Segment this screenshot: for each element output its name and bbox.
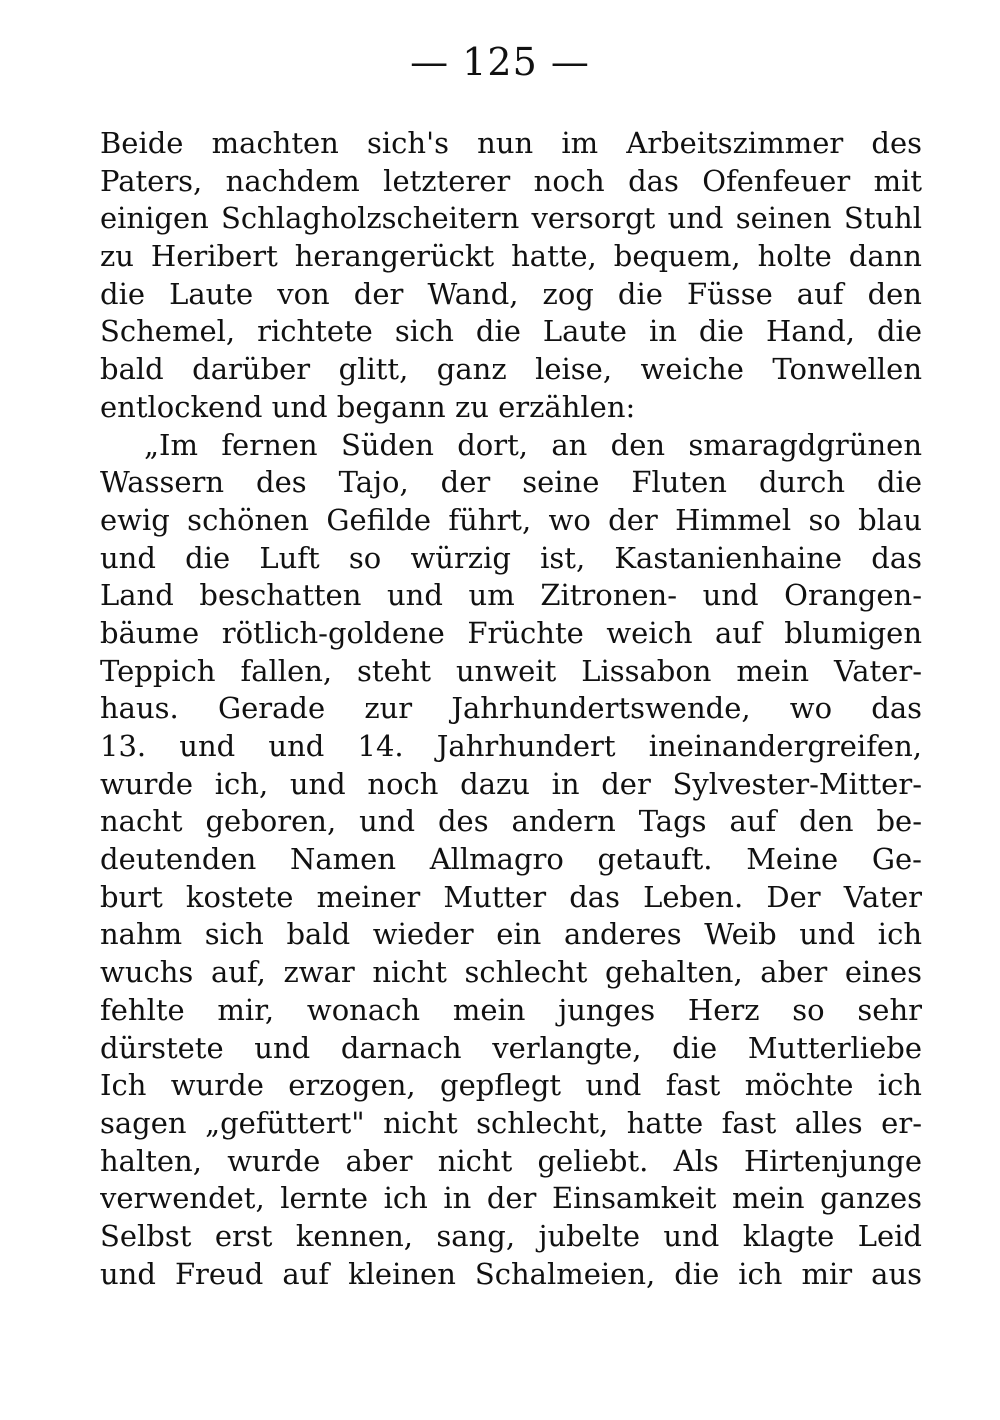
text-line: einigen Schlagholzscheitern versorgt und seinen Stuhl xyxy=(100,201,922,236)
text-line: und die Luft so würzig ist, Kastanienhaine das xyxy=(100,540,922,575)
text-line: Land beschatten und um Zitronen- und Orangen- xyxy=(100,578,922,613)
text-line: Teppich fallen, steht unweit Lissabon mein Vater- xyxy=(100,653,922,688)
text-line: bäume rötlich-goldene Früchte weich auf blumigen xyxy=(100,615,922,650)
text-line: Ich wurde erzogen, gepflegt und fast möchte ich xyxy=(100,1068,922,1103)
text-line: halten, wurde aber nicht geliebt. Als Hirtenjunge xyxy=(100,1143,922,1178)
text-line: nacht geboren, und des andern Tags auf den be- xyxy=(100,804,922,839)
text-line: und Freud auf kleinen Schalmeien, die ich mir aus xyxy=(100,1256,922,1291)
text-line: wuchs auf, zwar nicht schlecht gehalten, aber eines xyxy=(100,955,922,990)
text-line: zu Heribert herangerückt hatte, bequem, holte dann xyxy=(100,239,922,274)
text-line: Schemel, richtete sich die Laute in die Hand, die xyxy=(100,314,922,349)
text-line: fehlte mir, wonach mein junges Herz so sehr xyxy=(100,992,922,1027)
text-line: entlockend und begann zu erzählen: xyxy=(100,389,636,424)
text-line: Paters, nachdem letzterer noch das Ofenfeuer mit xyxy=(100,163,922,198)
text-line: Selbst erst kennen, sang, jubelte und klagte Leid xyxy=(100,1218,922,1253)
text-line: haus. Gerade zur Jahrhundertswende, wo das xyxy=(100,691,922,726)
text-line: bald darüber glitt, ganz leise, weiche Tonwellen xyxy=(100,352,922,387)
text-line: ewig schönen Gefilde führt, wo der Himmel so blau xyxy=(100,502,922,537)
text-line: „Im fernen Süden dort, an den smaragdgrünen xyxy=(144,427,922,462)
text-line: wurde ich, und noch dazu in der Sylvester-Mitter- xyxy=(100,766,922,801)
text-line: Wassern des Tajo, der seine Fluten durch die xyxy=(100,465,922,500)
text-line: Beide machten sich's nun im Arbeitszimmer des xyxy=(100,126,922,160)
text-line: die Laute von der Wand, zog die Füsse auf den xyxy=(100,276,922,311)
text-line: 13. und und 14. Jahrhundert ineinandergreifen, xyxy=(100,729,922,763)
page-number: — 125 — xyxy=(410,40,590,84)
text-line: verwendet, lernte ich in der Einsamkeit mein ganzes xyxy=(100,1181,922,1216)
text-line: dürstete und darnach verlangte, die Mutterliebe xyxy=(100,1030,922,1065)
text-line: deutenden Namen Allmagro getauft. Meine Ge- xyxy=(100,842,922,877)
text-line: nahm sich bald wieder ein anderes Weib und ich xyxy=(100,917,922,952)
text-line: sagen „gefüttert" nicht schlecht, hatte fast alles er- xyxy=(100,1105,922,1140)
text-line: burt kostete meiner Mutter das Leben. Der Vater xyxy=(100,879,922,914)
body-text xyxy=(100,125,922,1293)
